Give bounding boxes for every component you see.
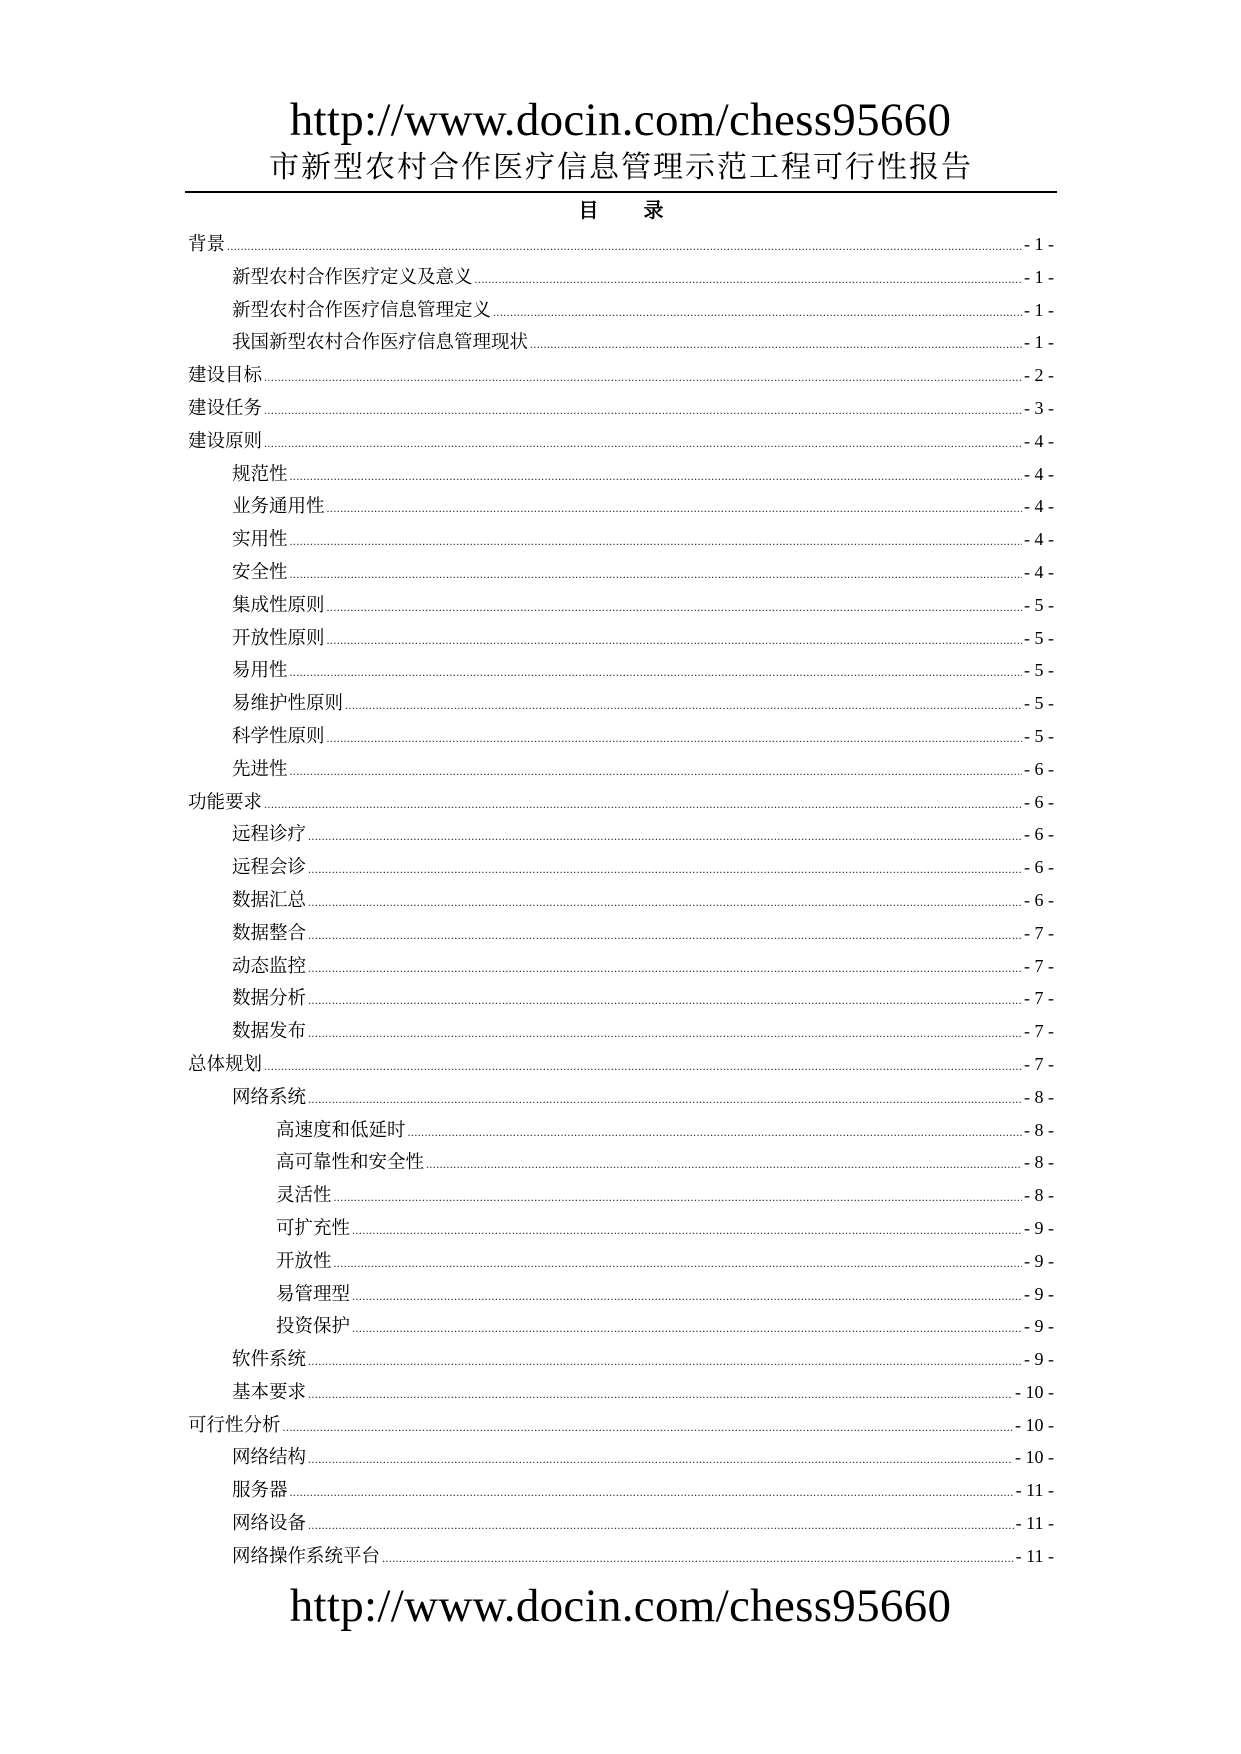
toc-entry-label: 背景 [188, 234, 226, 255]
toc-entry-label: 网络操作系统平台 [232, 1545, 381, 1567]
toc-entry[interactable] [188, 1081, 1054, 1114]
dot-leader [308, 1017, 1022, 1050]
dot-leader [308, 984, 1022, 1017]
dot-leader [408, 1116, 1022, 1149]
dot-leader [290, 755, 1022, 788]
toc-entry-label: 业务通用性 [232, 496, 325, 518]
toc-entry-label: 新型农村合作医疗信息管理定义 [232, 299, 492, 321]
toc-entry[interactable] [188, 753, 1054, 786]
toc-entry-page-number: - 4 - [1024, 430, 1054, 451]
toc-entry-page-number: - 8 - [1024, 1119, 1054, 1140]
dot-leader [308, 820, 1022, 853]
toc-heading: 目 录 [578, 198, 664, 222]
toc-entry-page-number: - 10 - [1015, 1447, 1054, 1468]
toc-entry-page-number: - 7 - [1024, 1021, 1054, 1042]
dot-leader [475, 263, 1022, 296]
dot-leader [493, 296, 1022, 329]
toc-entry[interactable] [188, 654, 1054, 687]
toc-entry-label: 规范性 [232, 463, 288, 485]
toc-entry-page-number: - 6 - [1024, 758, 1054, 779]
toc-entry[interactable] [188, 523, 1054, 556]
table-of-contents [188, 228, 1054, 1573]
toc-entry-page-number: - 9 - [1024, 1283, 1054, 1304]
toc-entry-label: 实用性 [232, 529, 288, 551]
toc-entry[interactable] [188, 982, 1054, 1015]
dot-leader [327, 624, 1022, 657]
toc-entry-page-number: - 7 - [1024, 955, 1054, 976]
dot-leader [290, 558, 1022, 591]
toc-entry-page-number: - 1 - [1024, 332, 1054, 353]
dot-leader [327, 722, 1022, 755]
toc-entry-label: 先进性 [232, 758, 288, 780]
header-url-watermark: http://www.docin.com/chess95660 [289, 94, 952, 146]
toc-entry-page-number: - 4 - [1024, 529, 1054, 550]
toc-entry-label: 易维护性原则 [232, 693, 344, 715]
toc-entry[interactable] [188, 950, 1054, 983]
dot-leader [290, 656, 1022, 689]
toc-entry[interactable] [188, 1540, 1054, 1573]
toc-entry-page-number: - 5 - [1024, 594, 1054, 615]
toc-entry-page-number: - 7 - [1024, 988, 1054, 1009]
toc-entry-label: 数据发布 [232, 1021, 307, 1043]
toc-entry-label: 易用性 [232, 660, 288, 682]
dot-leader [530, 328, 1022, 361]
dot-leader [290, 1476, 1014, 1509]
toc-entry-label: 灵活性 [276, 1185, 332, 1207]
toc-entry-page-number: - 11 - [1015, 1513, 1054, 1534]
toc-entry[interactable] [188, 490, 1054, 523]
toc-entry-label: 高速度和低延时 [276, 1119, 406, 1141]
toc-entry-page-number: - 4 - [1024, 496, 1054, 517]
dot-leader [264, 427, 1022, 460]
dot-leader [308, 1083, 1022, 1116]
toc-entry[interactable] [188, 326, 1054, 359]
toc-entry-label: 网络设备 [232, 1513, 307, 1535]
toc-entry-page-number: - 10 - [1015, 1381, 1054, 1402]
dot-leader [352, 1214, 1022, 1247]
toc-entry-label: 基本要求 [232, 1381, 307, 1403]
toc-entry-page-number: - 8 - [1024, 1152, 1054, 1173]
toc-entry-label: 动态监控 [232, 955, 307, 977]
toc-entry-label: 建设任务 [188, 397, 263, 419]
dot-leader [345, 689, 1022, 722]
dot-leader [308, 1509, 1014, 1542]
toc-entry-label: 总体规划 [188, 1053, 263, 1075]
toc-entry[interactable] [188, 1474, 1054, 1507]
toc-entry[interactable] [188, 1507, 1054, 1540]
toc-entry-page-number: - 5 - [1024, 693, 1054, 714]
toc-entry-page-number: - 11 - [1015, 1480, 1054, 1501]
toc-entry-label: 数据汇总 [232, 889, 307, 911]
dot-leader [308, 886, 1022, 919]
toc-entry-page-number: - 4 - [1024, 463, 1054, 484]
toc-entry[interactable] [188, 1409, 1054, 1442]
toc-entry-page-number: - 6 - [1024, 889, 1054, 910]
toc-entry-page-number: - 10 - [1015, 1414, 1054, 1435]
dot-leader [290, 525, 1022, 558]
dot-leader [426, 1148, 1022, 1181]
toc-entry[interactable] [188, 1179, 1054, 1212]
dot-leader [352, 1312, 1022, 1345]
toc-entry[interactable] [188, 1245, 1054, 1278]
toc-entry[interactable] [188, 1146, 1054, 1179]
toc-entry[interactable] [188, 720, 1054, 753]
toc-entry[interactable] [188, 1048, 1054, 1081]
toc-entry-page-number: - 9 - [1024, 1349, 1054, 1370]
toc-entry[interactable] [188, 589, 1054, 622]
toc-entry-label: 我国新型农村合作医疗信息管理现状 [232, 332, 529, 354]
toc-entry-label: 网络结构 [232, 1447, 307, 1469]
dot-leader [334, 1247, 1022, 1280]
toc-entry[interactable] [188, 458, 1054, 491]
toc-entry-page-number: - 5 - [1024, 660, 1054, 681]
dot-leader [334, 1181, 1022, 1214]
toc-entry-label: 开放性 [276, 1250, 332, 1272]
toc-entry-page-number: - 5 - [1024, 725, 1054, 746]
toc-entry-page-number: - 1 - [1024, 266, 1054, 287]
toc-entry[interactable] [188, 294, 1054, 327]
toc-entry-page-number: - 8 - [1024, 1185, 1054, 1206]
dot-leader [308, 919, 1022, 952]
toc-entry-page-number: - 3 - [1024, 397, 1054, 418]
toc-entry[interactable] [188, 1376, 1054, 1409]
toc-entry[interactable] [188, 556, 1054, 589]
dot-leader [308, 1443, 1013, 1476]
toc-entry[interactable] [188, 687, 1054, 720]
document-title: 市新型农村合作医疗信息管理示范工程可行性报告 [269, 150, 973, 185]
dot-leader [264, 788, 1022, 821]
toc-entry-page-number: - 1 - [1024, 299, 1054, 320]
dot-leader [352, 1280, 1022, 1313]
footer-url-watermark: http://www.docin.com/chess95660 [289, 1580, 952, 1632]
toc-entry-label: 新型农村合作医疗定义及意义 [232, 266, 473, 288]
toc-entry-page-number: - 2 - [1024, 365, 1054, 386]
toc-entry-label: 网络系统 [232, 1086, 307, 1108]
dot-leader [308, 952, 1022, 985]
toc-entry[interactable] [188, 622, 1054, 655]
toc-entry-page-number: - 9 - [1024, 1250, 1054, 1271]
dot-leader [283, 1411, 1013, 1444]
toc-entry-page-number: - 9 - [1024, 1217, 1054, 1238]
toc-entry[interactable] [188, 261, 1054, 294]
toc-entry-label: 高可靠性和安全性 [276, 1152, 425, 1174]
toc-entry-label: 集成性原则 [232, 594, 325, 616]
toc-entry[interactable] [188, 917, 1054, 950]
dot-leader [382, 1542, 1014, 1575]
toc-entry-page-number: - 6 - [1024, 824, 1054, 845]
toc-entry-page-number: - 6 - [1024, 857, 1054, 878]
dot-leader [327, 591, 1022, 624]
toc-entry-label: 建设目标 [188, 365, 263, 387]
toc-entry[interactable] [188, 425, 1054, 458]
dot-leader [308, 1378, 1013, 1411]
toc-entry-page-number: - 9 - [1024, 1316, 1054, 1337]
toc-entry-label: 数据整合 [232, 922, 307, 944]
toc-entry-page-number: - 1 - [1024, 234, 1054, 254]
toc-entry-label: 可行性分析 [188, 1414, 281, 1436]
toc-entry-page-number: - 6 - [1024, 791, 1054, 812]
toc-entry-label: 可扩充性 [276, 1217, 351, 1239]
dot-leader [327, 492, 1022, 525]
toc-entry[interactable] [188, 884, 1054, 917]
toc-entry-label: 科学性原则 [232, 725, 325, 747]
toc-entry-label: 服务器 [232, 1480, 288, 1502]
toc-entry-label: 投资保护 [276, 1316, 351, 1338]
toc-entry-page-number: - 7 - [1024, 1053, 1054, 1074]
toc-entry[interactable] [188, 786, 1054, 819]
toc-entry[interactable] [188, 818, 1054, 851]
toc-entry[interactable] [188, 851, 1054, 884]
toc-entry-page-number: - 8 - [1024, 1086, 1054, 1107]
toc-entry-label: 建设原则 [188, 430, 263, 452]
toc-entry-page-number: - 7 - [1024, 922, 1054, 943]
toc-entry[interactable] [188, 1015, 1054, 1048]
toc-entry[interactable] [188, 392, 1054, 425]
toc-entry[interactable] [188, 1343, 1054, 1376]
toc-entry-page-number: - 5 - [1024, 627, 1054, 648]
toc-entry[interactable] [188, 1212, 1054, 1245]
dot-leader [227, 230, 1022, 263]
toc-entry-label: 安全性 [232, 561, 288, 583]
toc-entry[interactable] [188, 1114, 1054, 1147]
toc-entry-page-number: - 11 - [1015, 1545, 1054, 1566]
toc-entry[interactable] [188, 1278, 1054, 1311]
toc-entry-label: 功能要求 [188, 791, 263, 813]
dot-leader [290, 460, 1022, 493]
toc-entry-page-number: - 4 - [1024, 561, 1054, 582]
toc-entry[interactable] [188, 1310, 1054, 1343]
toc-entry-label: 远程诊疗 [232, 824, 307, 846]
toc-entry[interactable] [188, 228, 1054, 261]
dot-leader [264, 394, 1022, 427]
toc-entry-label: 远程会诊 [232, 857, 307, 879]
header-divider [185, 191, 1057, 193]
dot-leader [264, 1050, 1022, 1083]
toc-entry[interactable] [188, 359, 1054, 392]
dot-leader [308, 853, 1022, 886]
toc-entry[interactable] [188, 1441, 1054, 1474]
dot-leader [264, 361, 1022, 394]
dot-leader [308, 1345, 1022, 1378]
toc-entry-label: 易管理型 [276, 1283, 351, 1305]
toc-entry-label: 开放性原则 [232, 627, 325, 649]
toc-entry-label: 软件系统 [232, 1349, 307, 1371]
toc-entry-label: 数据分析 [232, 988, 307, 1010]
